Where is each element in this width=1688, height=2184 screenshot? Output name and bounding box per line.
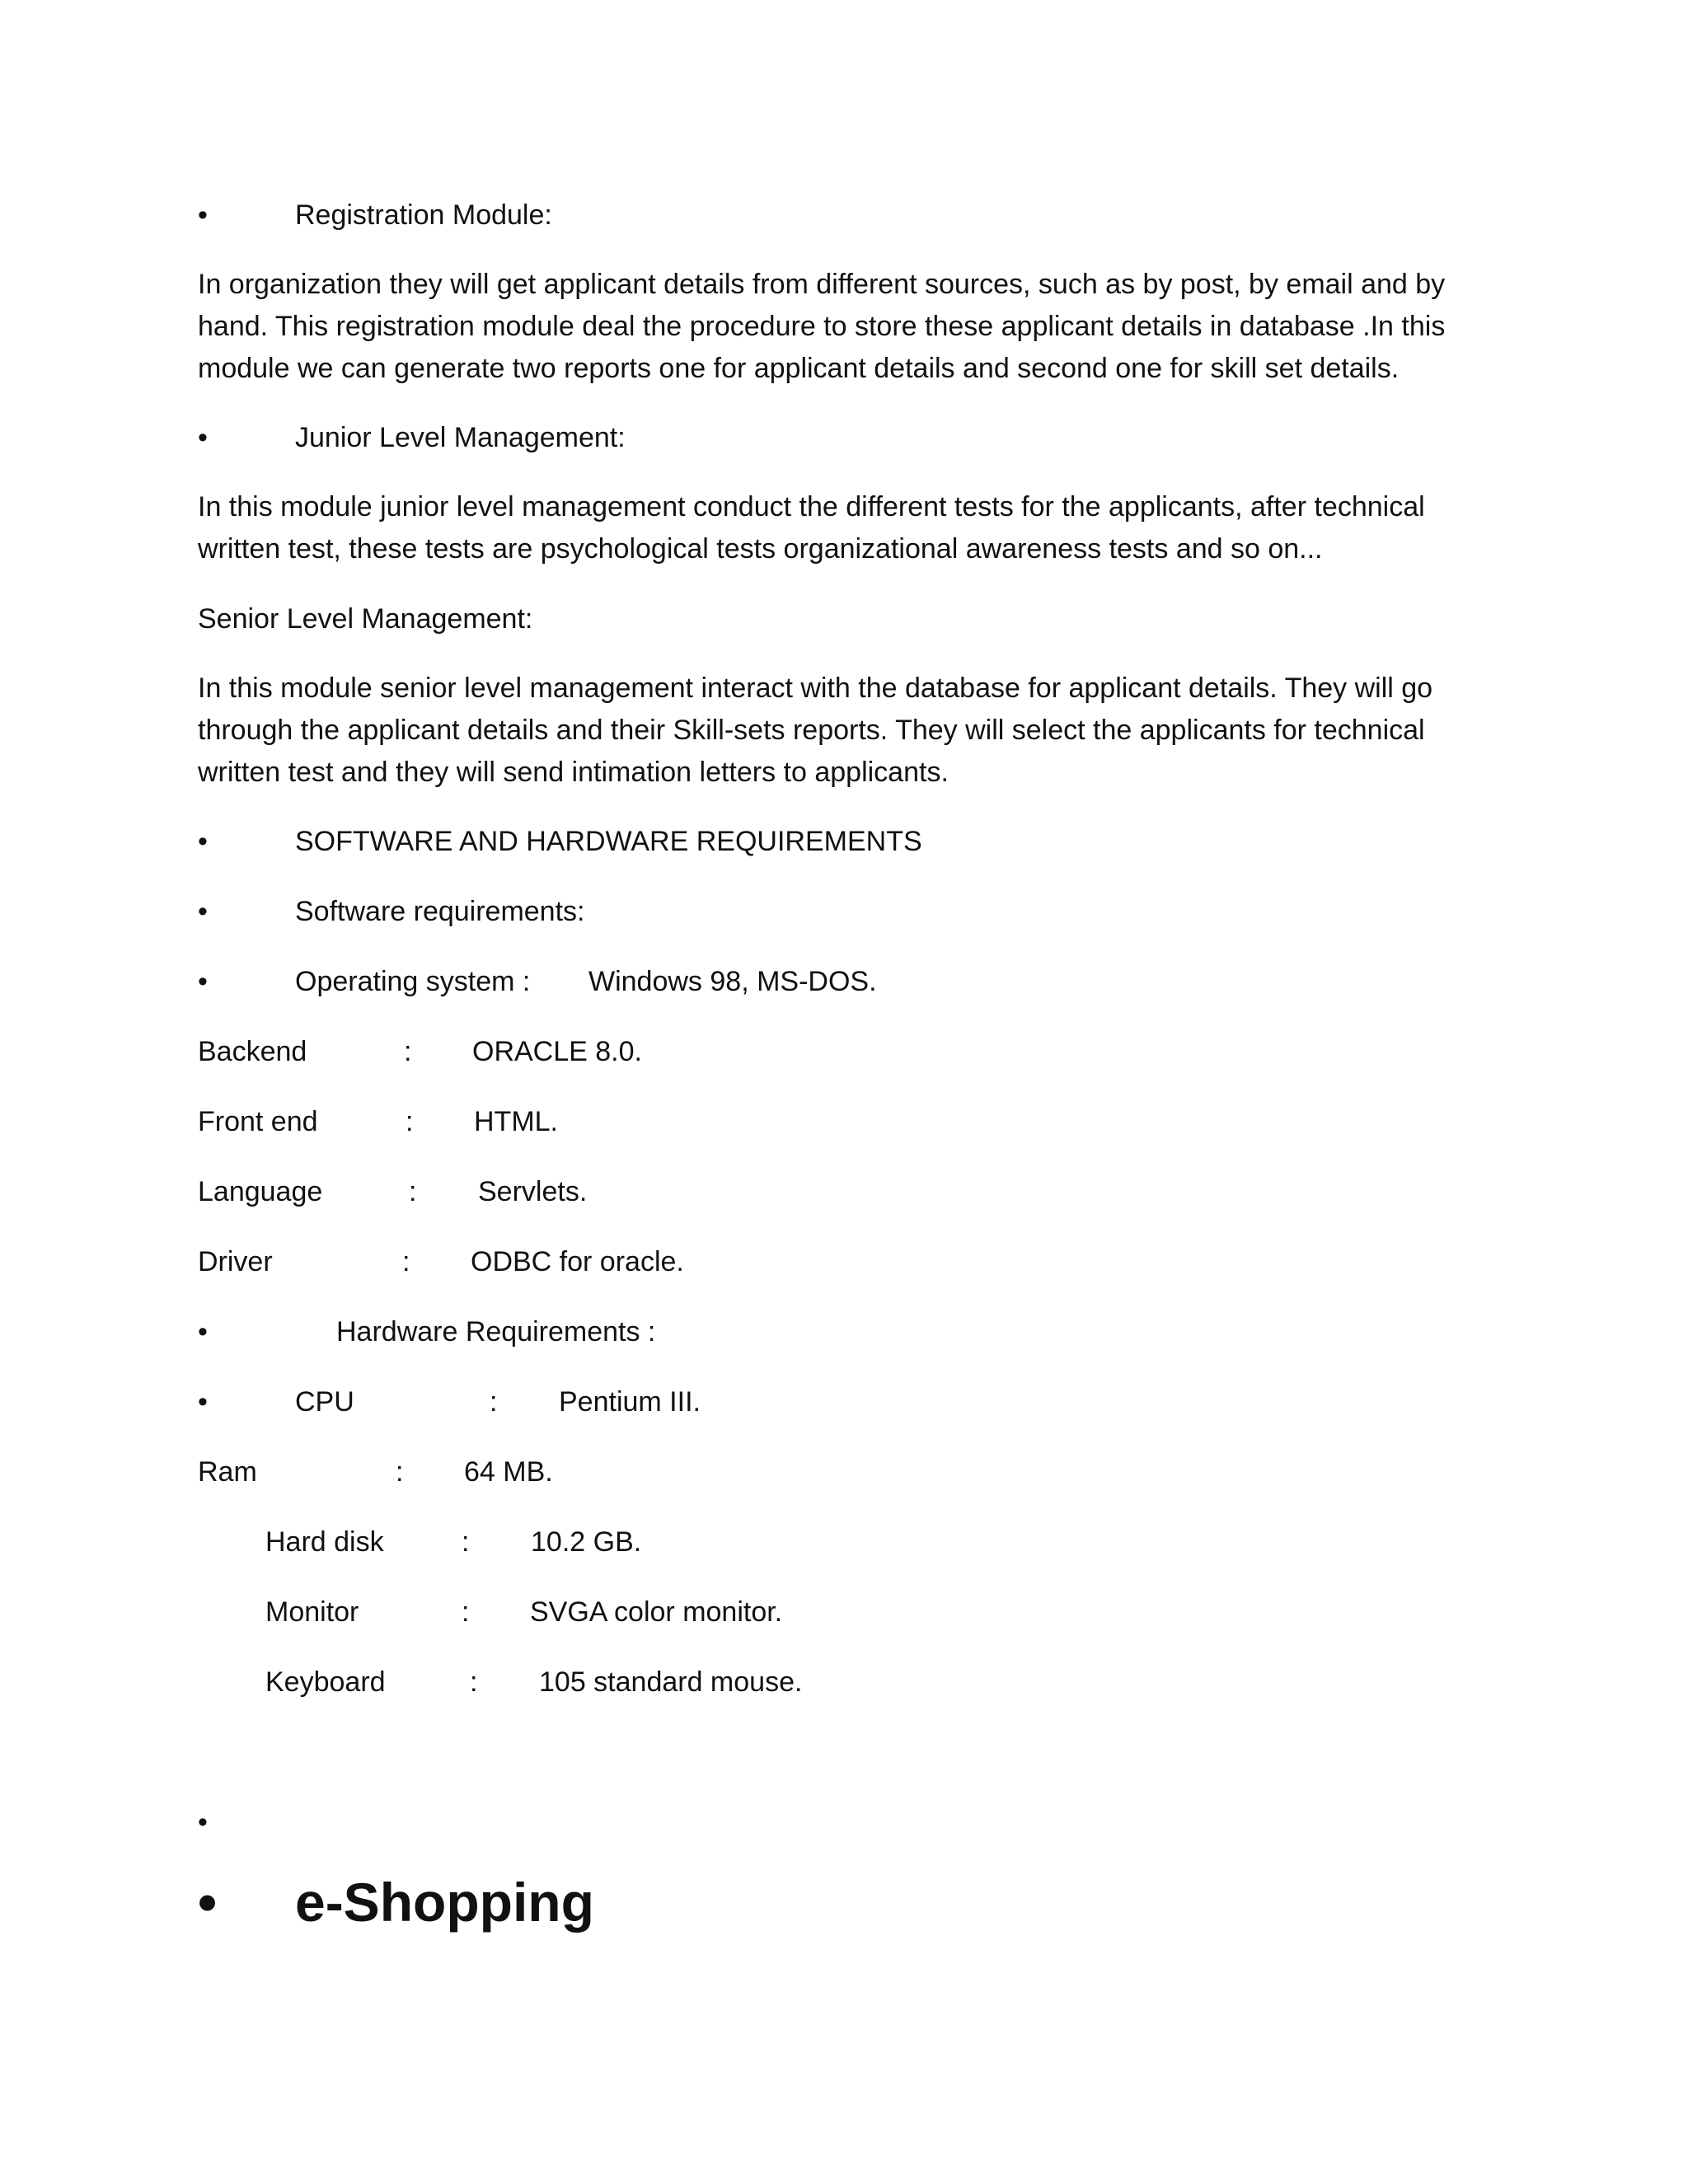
bullet-icon: •: [198, 422, 208, 453]
junior-paragraph: [198, 486, 1467, 570]
spec-value: Servlets.: [478, 1176, 588, 1207]
spec-separator: :: [462, 1526, 470, 1558]
bullet-icon: •: [198, 1807, 208, 1838]
spec-value: Pentium III.: [559, 1386, 701, 1418]
software-heading: Software requirements:: [295, 896, 585, 927]
requirements-heading: SOFTWARE AND HARDWARE REQUIREMENTS: [295, 826, 922, 857]
spec-separator: :: [470, 1666, 478, 1698]
bullet-icon: •: [198, 1316, 208, 1347]
spec-value: ODBC for oracle.: [471, 1246, 684, 1277]
paragraph-line: In organization they will get applicant details from different sources, such as by post, by email and by: [198, 269, 1446, 300]
registration-paragraph: [198, 264, 1467, 390]
paragraph-line: written test and they will send intimation letters to applicants.: [198, 757, 949, 788]
spec-value: Windows 98, MS-DOS.: [588, 966, 877, 997]
spec-separator: :: [406, 1106, 414, 1137]
spec-label: Ram: [198, 1456, 257, 1488]
spec-value: ORACLE 8.0.: [472, 1036, 642, 1067]
spec-value: SVGA color monitor.: [530, 1596, 783, 1628]
spec-label: Language: [198, 1176, 323, 1207]
paragraph-line: In this module senior level management interact with the database for applicant details. They will go: [198, 673, 1433, 704]
spec-label: Hard disk: [265, 1526, 384, 1558]
bullet-icon: •: [198, 896, 208, 927]
spec-separator: :: [404, 1036, 412, 1067]
paragraph-line: written test, these tests are psychological tests organizational awareness tests and so on...: [198, 533, 1323, 565]
bullet-icon: •: [198, 966, 208, 997]
spec-label: Driver: [198, 1246, 273, 1277]
hardware-heading: Hardware Requirements :: [336, 1316, 656, 1347]
senior-paragraph: [198, 668, 1467, 794]
senior-heading: Senior Level Management:: [198, 603, 533, 635]
spec-separator: :: [490, 1386, 498, 1418]
bullet-icon: •: [198, 1872, 218, 1933]
spec-label: Monitor: [265, 1596, 359, 1628]
registration-heading: Registration Module:: [295, 199, 552, 231]
spec-separator: :: [396, 1456, 404, 1488]
junior-heading: Junior Level Management:: [295, 422, 626, 453]
paragraph-line: hand. This registration module deal the procedure to store these applicant details in database .In this: [198, 311, 1446, 342]
spec-value: HTML.: [474, 1106, 558, 1137]
paragraph-line: module we can generate two reports one for applicant details and second one for skill set details.: [198, 353, 1400, 384]
spec-label: Front end: [198, 1106, 318, 1137]
paragraph-line: In this module junior level management conduct the different tests for the applicants, after technical: [198, 491, 1425, 523]
spec-label: Operating system :: [295, 966, 531, 997]
bullet-icon: •: [198, 826, 208, 857]
spec-label: CPU: [295, 1386, 354, 1418]
spec-separator: :: [402, 1246, 410, 1277]
spec-value: 105 standard mouse.: [539, 1666, 803, 1698]
spec-separator: :: [409, 1176, 417, 1207]
bullet-icon: •: [198, 1386, 208, 1418]
next-section-title: e-Shopping: [295, 1872, 594, 1933]
spec-label: Backend: [198, 1036, 307, 1067]
paragraph-line: through the applicant details and their Skill-sets reports. They will select the applicants for technical: [198, 715, 1425, 746]
spec-label: Keyboard: [265, 1666, 386, 1698]
bullet-icon: •: [198, 199, 208, 231]
spec-value: 10.2 GB.: [531, 1526, 642, 1558]
spec-separator: :: [462, 1596, 470, 1628]
spec-value: 64 MB.: [464, 1456, 553, 1488]
